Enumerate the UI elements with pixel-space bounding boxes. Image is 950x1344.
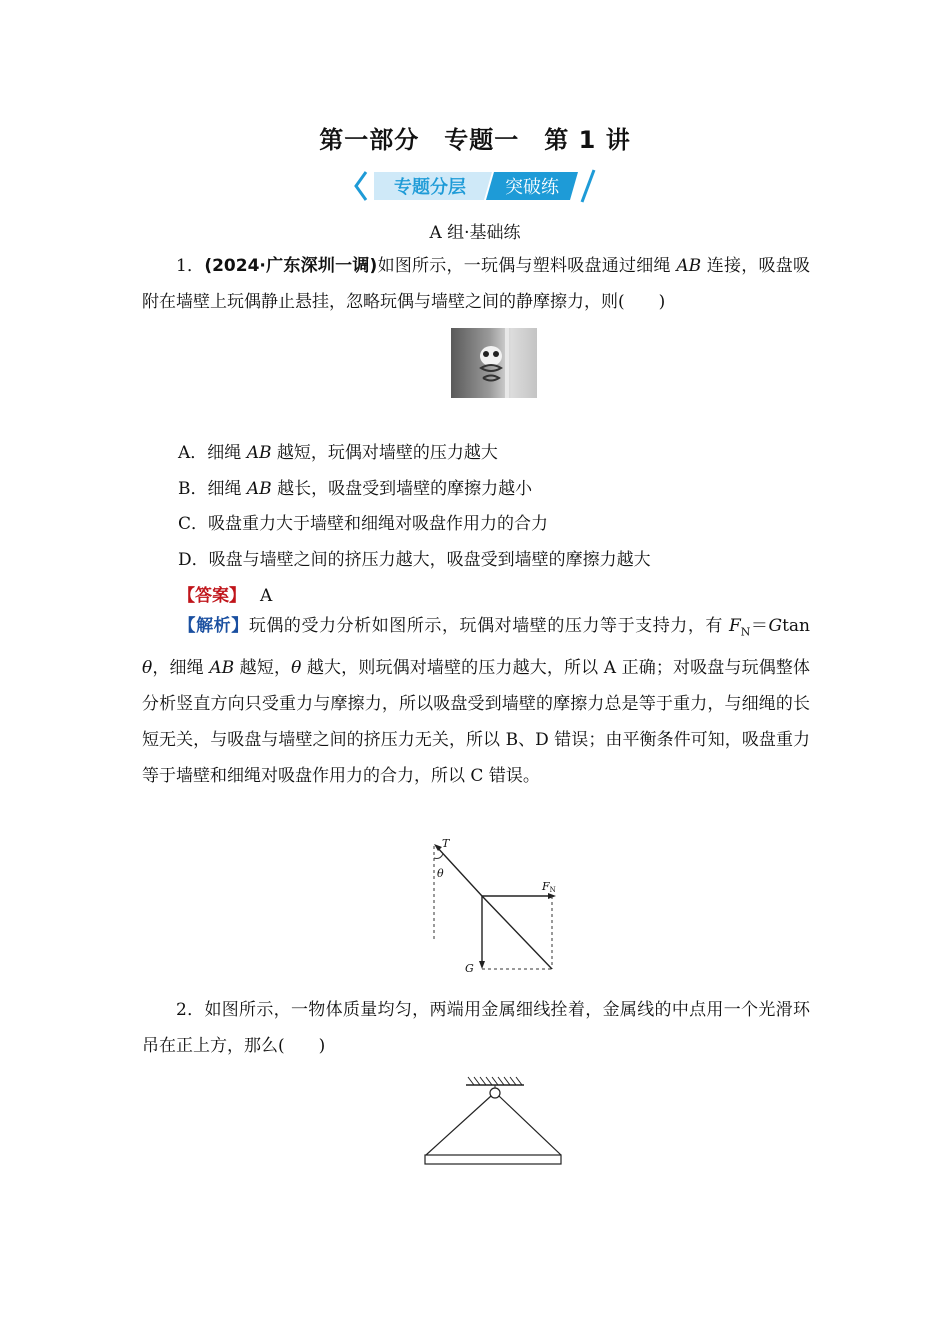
q1-source: (2024·广东深圳一调) — [204, 256, 378, 276]
question-2-stem: 2．如图所示，一物体质量均匀，两端用金属细线拴着，金属线的中点用一个光滑环吊在正上方，那么( ) — [142, 1000, 810, 1056]
question-1-stem: 1．(2024·广东深圳一调)如图所示，一玩偶与塑料吸盘通过细绳 AB 连接，吸盘吸附在墙壁上玩偶静止悬挂，忽略玩偶与墙壁之间的静摩擦力，则( ) — [142, 256, 811, 312]
q2-diagram — [418, 1075, 568, 1170]
q1-analysis: 【解析】玩偶的受力分析如图所示，玩偶对墙壁的压力等于支持力，有 $F_N=Gtan$ θ，细绳 AB 越短，θ 越大，则玩偶对墙壁的压力越大，所以 A 正确；对吸盘与玩偶整体分析竖直方向只受重力与摩擦力，所以吸盘受到墙壁的摩擦力总是等于重力，与细绳的长短无关，与吸盘与墙壁之间的挤压力无关，所以 B、D 错误；由平衡条件可知，吸盘重力等于墙壁和细绳对吸盘作用力的合力，所以 C 错误。 — [142, 616, 811, 787]
answer-label: 【答案】 — [178, 586, 246, 606]
label-t: T — [442, 837, 450, 850]
banner-right-text: 突破练 — [505, 177, 559, 198]
group-label: A 组·基础练 — [429, 223, 521, 243]
q1-option-d: D．吸盘与墙壁之间的挤压力越大，吸盘受到墙壁的摩擦力越大 — [178, 550, 651, 570]
analysis-label: 【解析】 — [178, 616, 249, 636]
answer-value: A — [260, 586, 273, 606]
q1-option-a: A．细绳 AB 越短，玩偶对墙壁的压力越大 — [178, 443, 498, 463]
section-banner — [352, 168, 600, 204]
q1-answer — [142, 581, 272, 606]
banner-left-text: 专题分层 — [394, 177, 466, 198]
q1-number: 1． — [176, 256, 205, 276]
banner-right-slash — [582, 170, 594, 202]
q2-number: 2． — [176, 1000, 205, 1020]
q1-option-b: B．细绳 AB 越长，吸盘受到墙壁的摩擦力越小 — [178, 479, 533, 499]
label-theta: θ — [437, 867, 444, 880]
q1-option-c: C．吸盘重力大于墙壁和细绳对吸盘作用力的合力 — [178, 514, 549, 534]
label-fn: FN — [542, 880, 556, 894]
banner-left-bracket — [356, 172, 366, 200]
q1-photo — [451, 328, 537, 398]
label-g: G — [465, 962, 474, 975]
force-diagram — [420, 834, 570, 976]
page-title: 第一部分 专题一 第 1 讲 — [319, 126, 631, 154]
